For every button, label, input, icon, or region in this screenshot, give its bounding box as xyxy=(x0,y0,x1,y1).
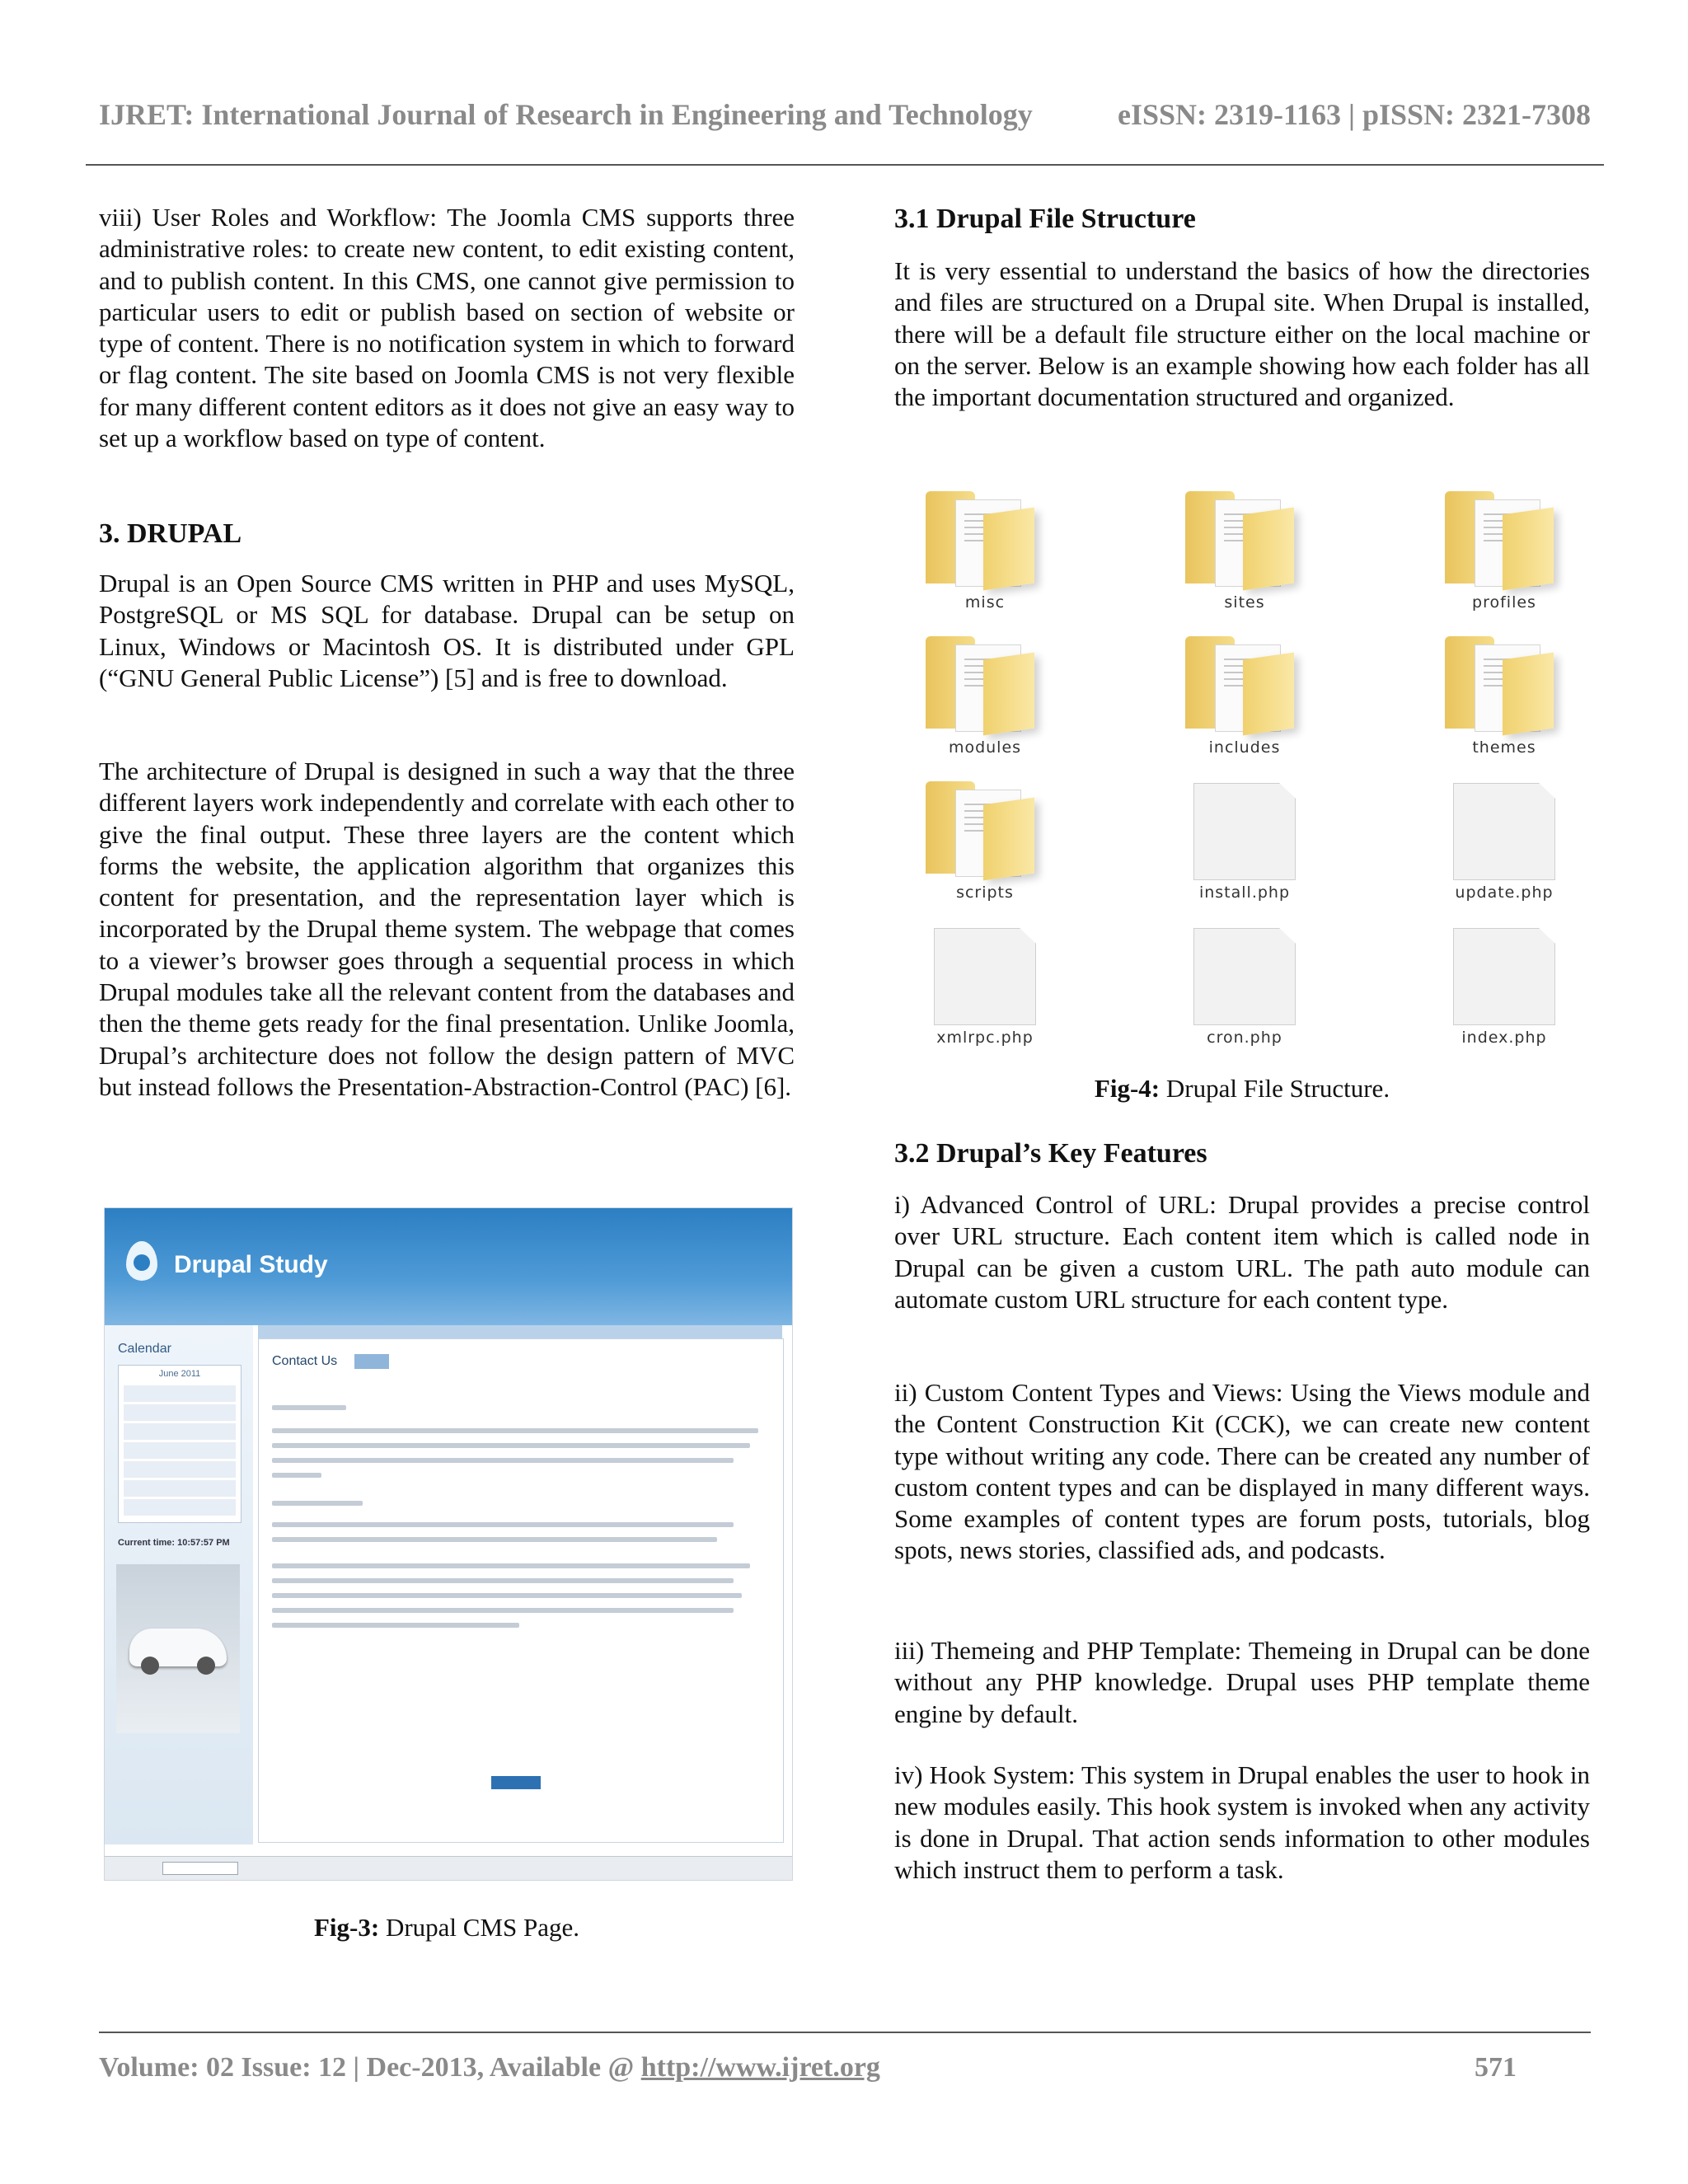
folder-icon xyxy=(926,781,1041,879)
cms-text-line xyxy=(272,1458,734,1463)
folder-misc xyxy=(903,485,1067,621)
file-label: cron.php xyxy=(1207,1029,1282,1047)
file-label: includes xyxy=(1208,738,1281,757)
file-update-php xyxy=(1422,775,1587,911)
fig4-label: Fig-4: xyxy=(1094,1074,1160,1103)
para-drupal-architecture: The architecture of Drupal is designed in such a way that the three different layers work independently and correlate with each other to give the final output. These three layers are the content which forms the website, the application algorithm that organizes this content for presentation, and the representation layer which is incorporated by the Drupal theme system. The webpage that comes to a viewer’s browser goes through a sequential process in which Drupal modules take all the relevant content from the databases and then the theme gets ready for the final presentation. Unlike Joomla, Drupal’s architecture does not follow the design pattern of MVC but instead follows the Presentation-Abstraction-Control (PAC) [6]. xyxy=(99,757,795,1101)
footer-volume: Volume: 02 Issue: 12 | Dec-2013, Available @ xyxy=(99,2052,641,2083)
folder-includes xyxy=(1162,630,1327,766)
cms-text-line xyxy=(272,1608,734,1613)
cms-find-input xyxy=(162,1862,238,1875)
file-icon xyxy=(1193,928,1296,1025)
cms-text-line xyxy=(272,1563,750,1568)
file-label: themes xyxy=(1472,738,1536,757)
cms-calendar-month: June 2011 xyxy=(158,1369,201,1379)
page-footer xyxy=(99,2052,1517,2083)
footer-volume-line xyxy=(99,2052,880,2083)
file-icon xyxy=(1193,783,1296,880)
file-label: sites xyxy=(1224,593,1265,612)
para-user-roles: viii) User Roles and Workflow: The Joomla CMS supports three administrative roles: to create new content, to edit existing content, and to publish content. In this CMS, one cannot give permission to particular users to edit or publish based on section of website or type of content. There is no notification system in which to forward or flag content. The site based on Joomla CMS is not very flexible for many different content editors as it does not give an easy way to set up a workflow based on type of content. xyxy=(99,203,795,453)
folder-icon xyxy=(926,491,1041,588)
cms-contact-heading: Contact Us xyxy=(272,1354,338,1368)
folder-scripts xyxy=(903,775,1067,911)
running-header xyxy=(99,97,1591,132)
file-cron-php xyxy=(1162,920,1327,1056)
folder-icon xyxy=(1185,636,1301,733)
section-31-title: 3.1 Drupal File Structure xyxy=(894,204,1196,234)
cms-calendar-grid xyxy=(124,1384,236,1516)
file-label: xmlrpc.php xyxy=(936,1029,1034,1047)
folder-icon xyxy=(1445,491,1560,588)
header-rule xyxy=(86,164,1604,166)
file-label: index.php xyxy=(1461,1029,1547,1047)
file-label: misc xyxy=(964,593,1006,612)
cms-text-line xyxy=(272,1473,321,1478)
file-index-php xyxy=(1422,920,1587,1056)
car-image xyxy=(116,1564,240,1733)
cms-submit-button xyxy=(491,1776,541,1789)
file-label: profiles xyxy=(1472,593,1536,612)
file-xmlrpc-php xyxy=(903,920,1067,1056)
fig3-label: Fig-3: xyxy=(313,1913,380,1942)
cms-find-bar xyxy=(105,1856,792,1880)
para-file-structure: It is very essential to understand the basics of how the directories and files are structured on a Drupal site. When Drupal is installed, there will be a default file structure either on the local machine or on the server. Below is an example showing how each folder has all the important documentation structured and organized. xyxy=(894,256,1590,412)
file-icon xyxy=(1453,783,1555,880)
cms-text-line xyxy=(272,1443,750,1448)
journal-link[interactable]: http://www.ijret.org xyxy=(640,2052,880,2083)
file-install-php xyxy=(1162,775,1327,911)
section-32-title: 3.2 Drupal’s Key Features xyxy=(894,1138,1207,1169)
cms-calendar-title: Calendar xyxy=(118,1342,171,1356)
footer-rule xyxy=(99,2032,1591,2033)
cms-text-line xyxy=(272,1405,346,1410)
cms-current-time: Current time: 10:57:57 PM xyxy=(118,1538,230,1548)
cms-banner xyxy=(105,1208,792,1325)
file-label: scripts xyxy=(956,883,1014,902)
file-label: install.php xyxy=(1198,883,1291,902)
cms-site-title: Drupal Study xyxy=(174,1251,328,1278)
fig3-caption xyxy=(99,1912,795,1943)
folder-modules xyxy=(903,630,1067,766)
cms-view-tab xyxy=(354,1354,389,1369)
file-icon xyxy=(934,928,1036,1025)
cms-text-line xyxy=(272,1537,717,1542)
folder-themes xyxy=(1422,630,1587,766)
drupal-cms-screenshot xyxy=(104,1207,793,1881)
folder-profiles xyxy=(1422,485,1587,621)
drupal-drop-icon xyxy=(126,1241,157,1281)
page-number: 571 xyxy=(1475,2052,1517,2083)
para-drupal-intro: Drupal is an Open Source CMS written in PHP and uses MySQL, PostgreSQL or MS SQL for database. Drupal can be setup on Linux, Windows or Macintosh OS. It is distributed under GPL (“GNU General Public License”) [5] and is free to download. xyxy=(99,569,795,692)
cms-content-panel xyxy=(258,1338,784,1843)
fig4-caption xyxy=(894,1073,1590,1104)
cms-text-line xyxy=(272,1522,734,1527)
file-structure-figure xyxy=(894,476,1603,1047)
cms-text-line xyxy=(272,1501,363,1506)
feature-url-control: i) Advanced Control of URL: Drupal provides a precise control over URL structure. Each content item which is called node in Drupal can be given a custom URL. The path auto module can automate custom URL structure for each content type. xyxy=(894,1190,1590,1314)
cms-text-line xyxy=(272,1593,742,1598)
journal-title: IJRET: International Journal of Research in Engineering and Technology xyxy=(99,98,1033,131)
file-label: update.php xyxy=(1455,883,1554,902)
fig4-text: Drupal File Structure. xyxy=(1165,1074,1390,1103)
file-icon xyxy=(1453,928,1555,1025)
feature-hook-system: iv) Hook System: This system in Drupal enables the user to hook in new modules easily. This hook system is invoked when any activity is done in Drupal. That action sends information to other modules which instruct them to perform a task. xyxy=(894,1760,1590,1884)
feature-content-types: ii) Custom Content Types and Views: Using the Views module and the Content Construction Kit (CCK), we can create new content type without writing any code. There can be created any number of custom content types and can be displayed in many different ways. Some examples of content types are forum posts, tutorials, blog spots, news stories, classified ads, and podcasts. xyxy=(894,1378,1590,1565)
fig3-text: Drupal CMS Page. xyxy=(385,1913,580,1942)
feature-theming: iii) Themeing and PHP Template: Themeing in Drupal can be done without any PHP knowledge. Drupal uses PHP template theme engine by default. xyxy=(894,1636,1590,1728)
section-3-title: 3. DRUPAL xyxy=(99,518,242,549)
cms-text-line xyxy=(272,1623,519,1628)
folder-icon xyxy=(926,636,1041,733)
folder-sites xyxy=(1162,485,1327,621)
folder-icon xyxy=(1445,636,1560,733)
issn: eISSN: 2319-1163 | pISSN: 2321-7308 xyxy=(1118,98,1591,131)
cms-text-line xyxy=(272,1428,758,1433)
cms-text-line xyxy=(272,1578,734,1583)
cms-sidebar xyxy=(105,1325,253,1844)
cms-breadcrumb-bar xyxy=(258,1325,782,1338)
folder-icon xyxy=(1185,491,1301,588)
cms-calendar xyxy=(118,1365,241,1523)
file-label: modules xyxy=(948,738,1022,757)
